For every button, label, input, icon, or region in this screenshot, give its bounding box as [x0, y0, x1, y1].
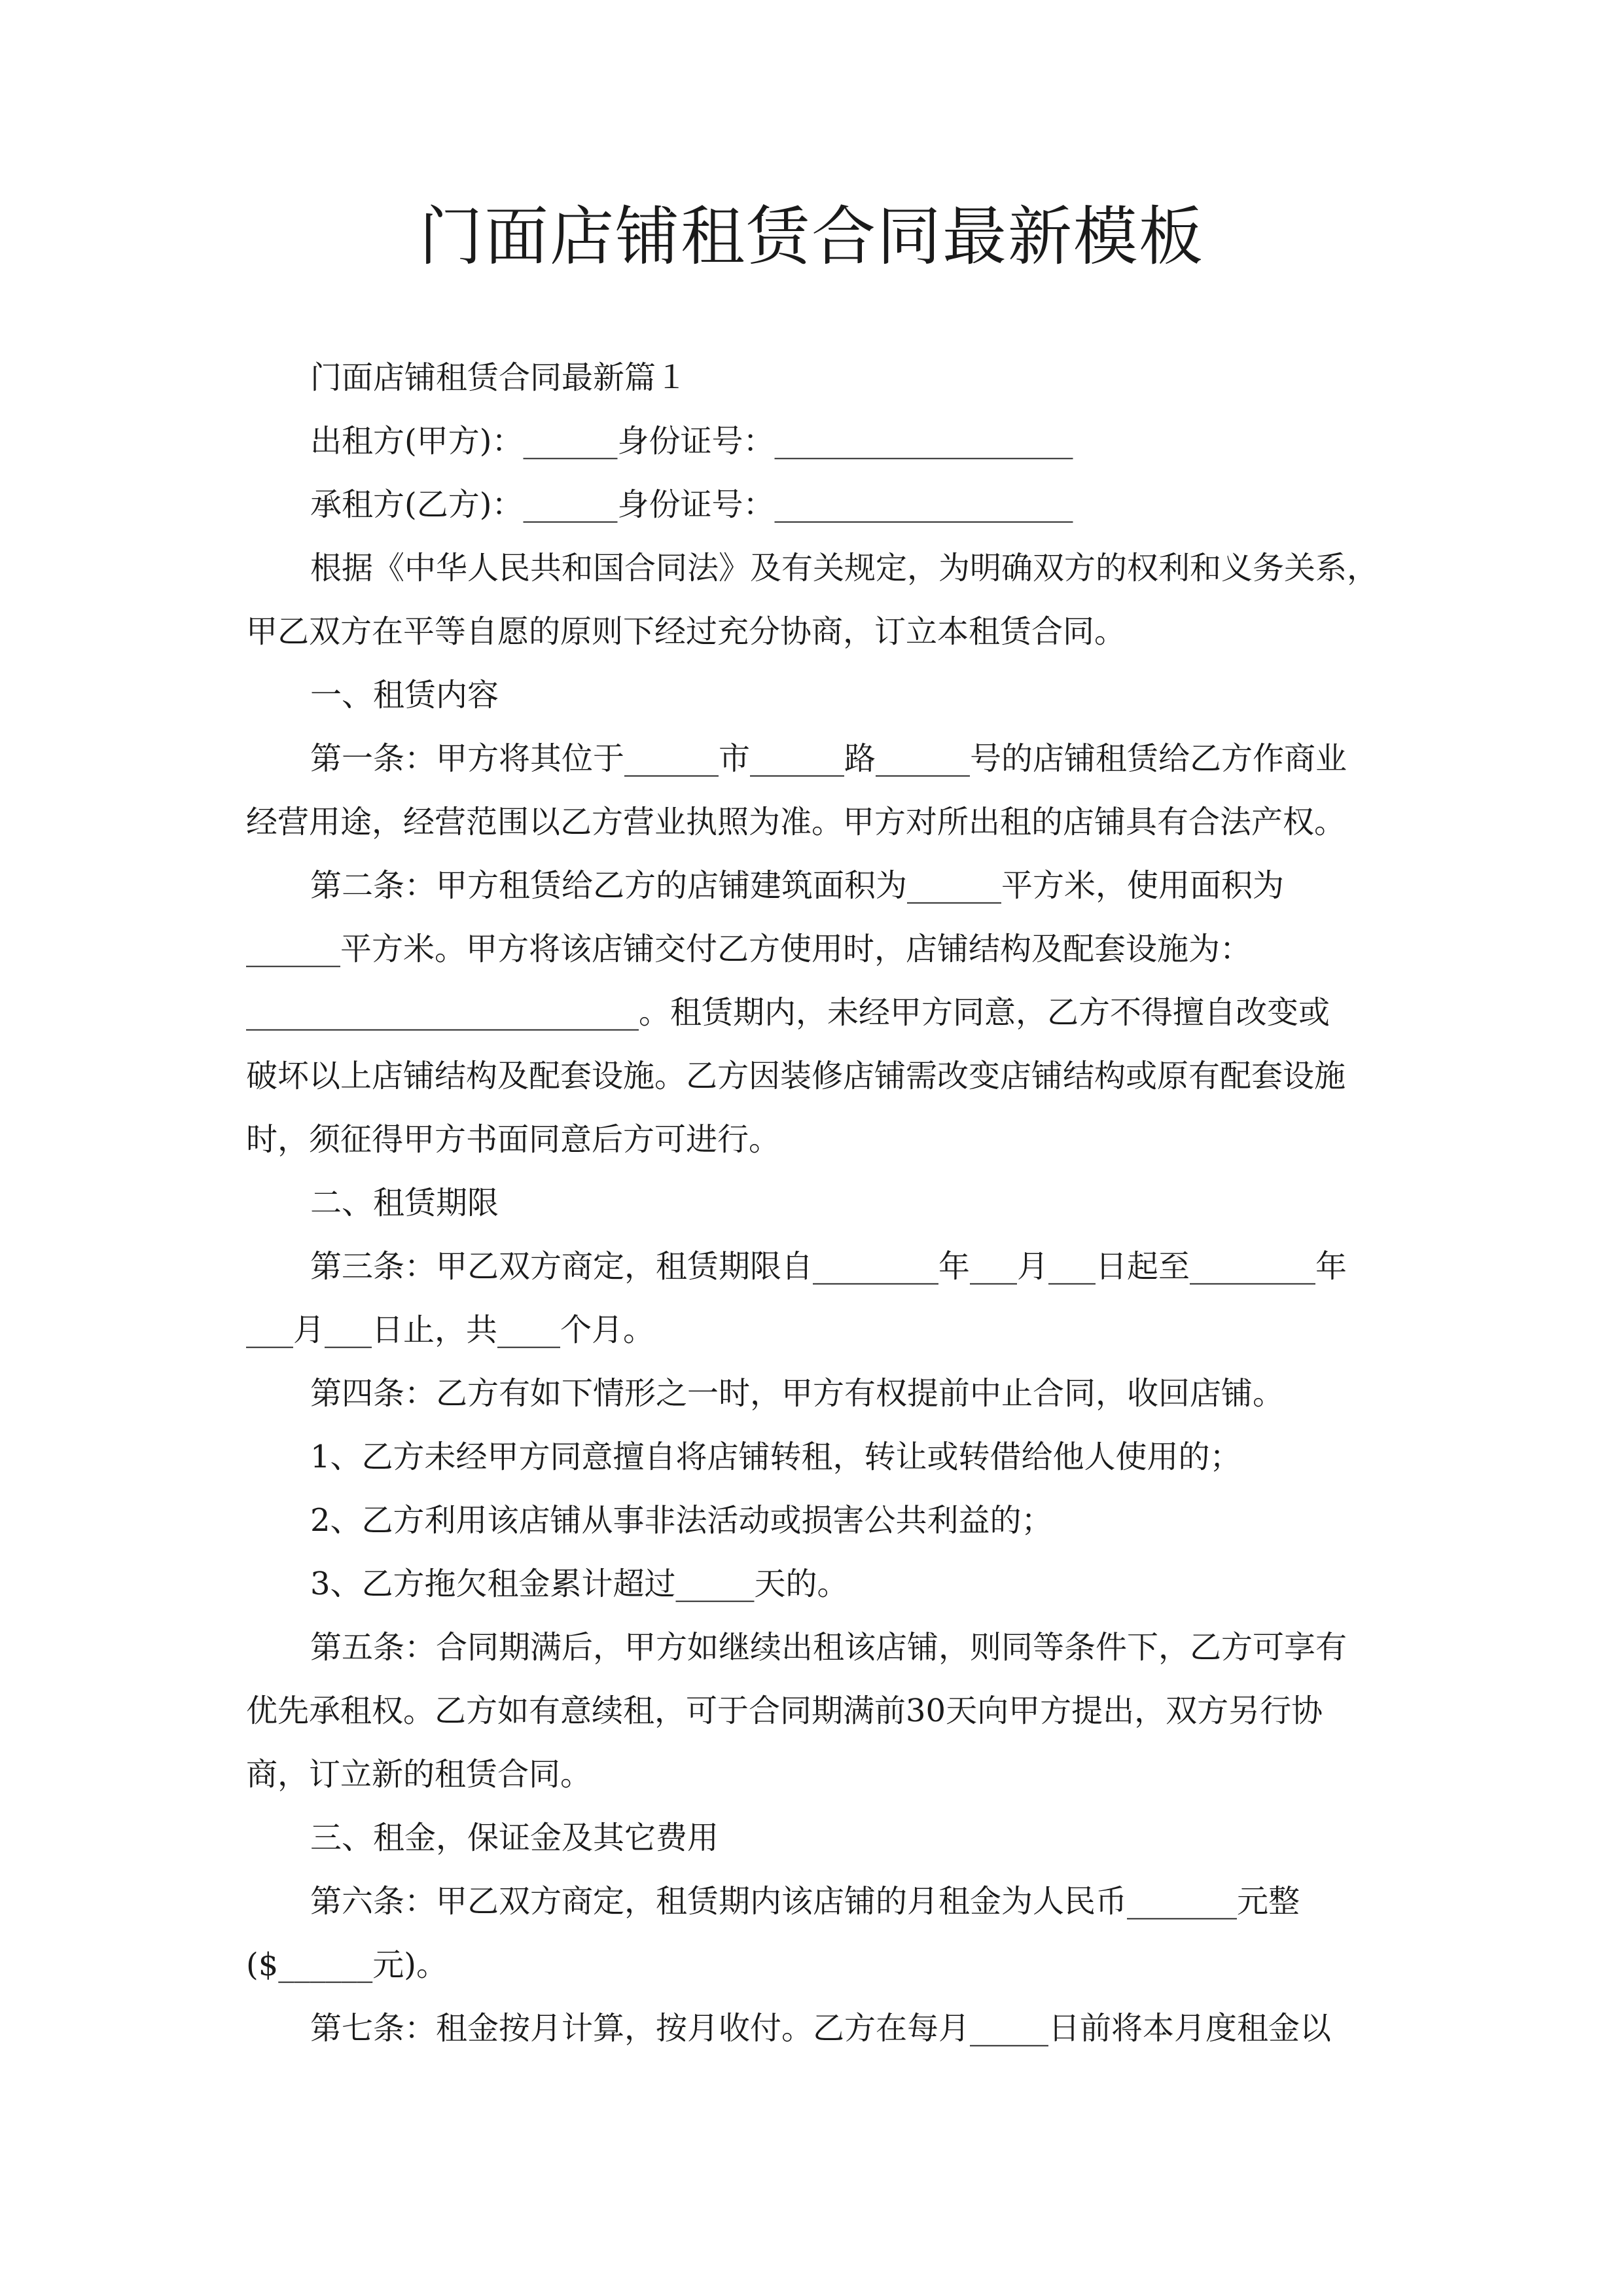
article-2-line-2: ______平方米。甲方将该店铺交付乙方使用时，店铺结构及配套设施为： — [246, 931, 1252, 967]
article-4-item-1: 1、乙方未经甲方同意擅自将店铺转租，转让或转借给他人使用的； — [310, 1439, 1241, 1475]
section-heading-2: 二、租赁期限 — [310, 1185, 499, 1221]
article-2-line-5: 时，须征得甲方书面同意后方可进行。 — [246, 1121, 781, 1158]
lessee-line: 承租方(乙方)：______身份证号：___________________ — [310, 486, 1073, 523]
article-2-line-1: 第二条：甲方租赁给乙方的店铺建筑面积为______平方米，使用面积为 — [310, 867, 1285, 904]
article-6-line-1: 第六条：甲乙双方商定，租赁期内该店铺的月租金为人民币_______元整 — [310, 1883, 1300, 1920]
article-4-item-3: 3、乙方拖欠租金累计超过_____天的。 — [310, 1566, 849, 1602]
preamble-line-1: 根据《中华人民共和国合同法》及有关规定，为明确双方的权利和义务关系， — [310, 550, 1379, 586]
article-1-line-2: 经营用途，经营范围以乙方营业执照为准。甲方对所出租的店铺具有合法产权。 — [246, 804, 1346, 840]
document-title: 门面店铺租赁合同最新模板 — [418, 200, 1204, 274]
preamble-line-2: 甲乙双方在平等自愿的原则下经过充分协商，订立本租赁合同。 — [246, 613, 1126, 650]
article-2-line-4: 破坏以上店铺结构及配套设施。乙方因装修店铺需改变店铺结构或原有配套设施 — [246, 1058, 1346, 1094]
article-3-line-2: ___月___日止，共____个月。 — [246, 1312, 655, 1348]
article-4-line-1: 第四条：乙方有如下情形之一时，甲方有权提前中止合同，收回店铺。 — [310, 1375, 1285, 1412]
article-2-line-3: _________________________。租赁期内，未经甲方同意，乙方不得擅自改变或 — [246, 994, 1330, 1031]
section-heading-3: 三、租金，保证金及其它费用 — [310, 1820, 719, 1856]
article-4-item-2: 2、乙方利用该店铺从事非法活动或损害公共利益的； — [310, 1502, 1053, 1539]
article-5-line-1: 第五条：合同期满后，甲方如继续出租该店铺，则同等条件下，乙方可享有 — [310, 1629, 1347, 1666]
article-7-line-1: 第七条：租金按月计算，按月收付。乙方在每月_____日前将本月度租金以 — [310, 2010, 1332, 2047]
lessor-line: 出租方(甲方)：______身份证号：___________________ — [310, 423, 1073, 459]
article-1-line-1: 第一条：甲方将其位于______市______路______号的店铺租赁给乙方作商业 — [310, 740, 1347, 777]
article-5-line-3: 商，订立新的租赁合同。 — [246, 1756, 592, 1793]
article-3-line-1: 第三条：甲乙双方商定，租赁期限自________年___月___日起至________年 — [310, 1248, 1347, 1285]
section-heading-part1: 门面店铺租赁合同最新篇１ — [310, 359, 688, 396]
article-6-line-2: ($______元)。 — [246, 1946, 448, 1983]
section-heading-1: 一、租赁内容 — [310, 677, 499, 713]
article-5-line-2: 优先承租权。乙方如有意续租，可于合同期满前30天向甲方提出，双方另行协 — [246, 1693, 1323, 1729]
